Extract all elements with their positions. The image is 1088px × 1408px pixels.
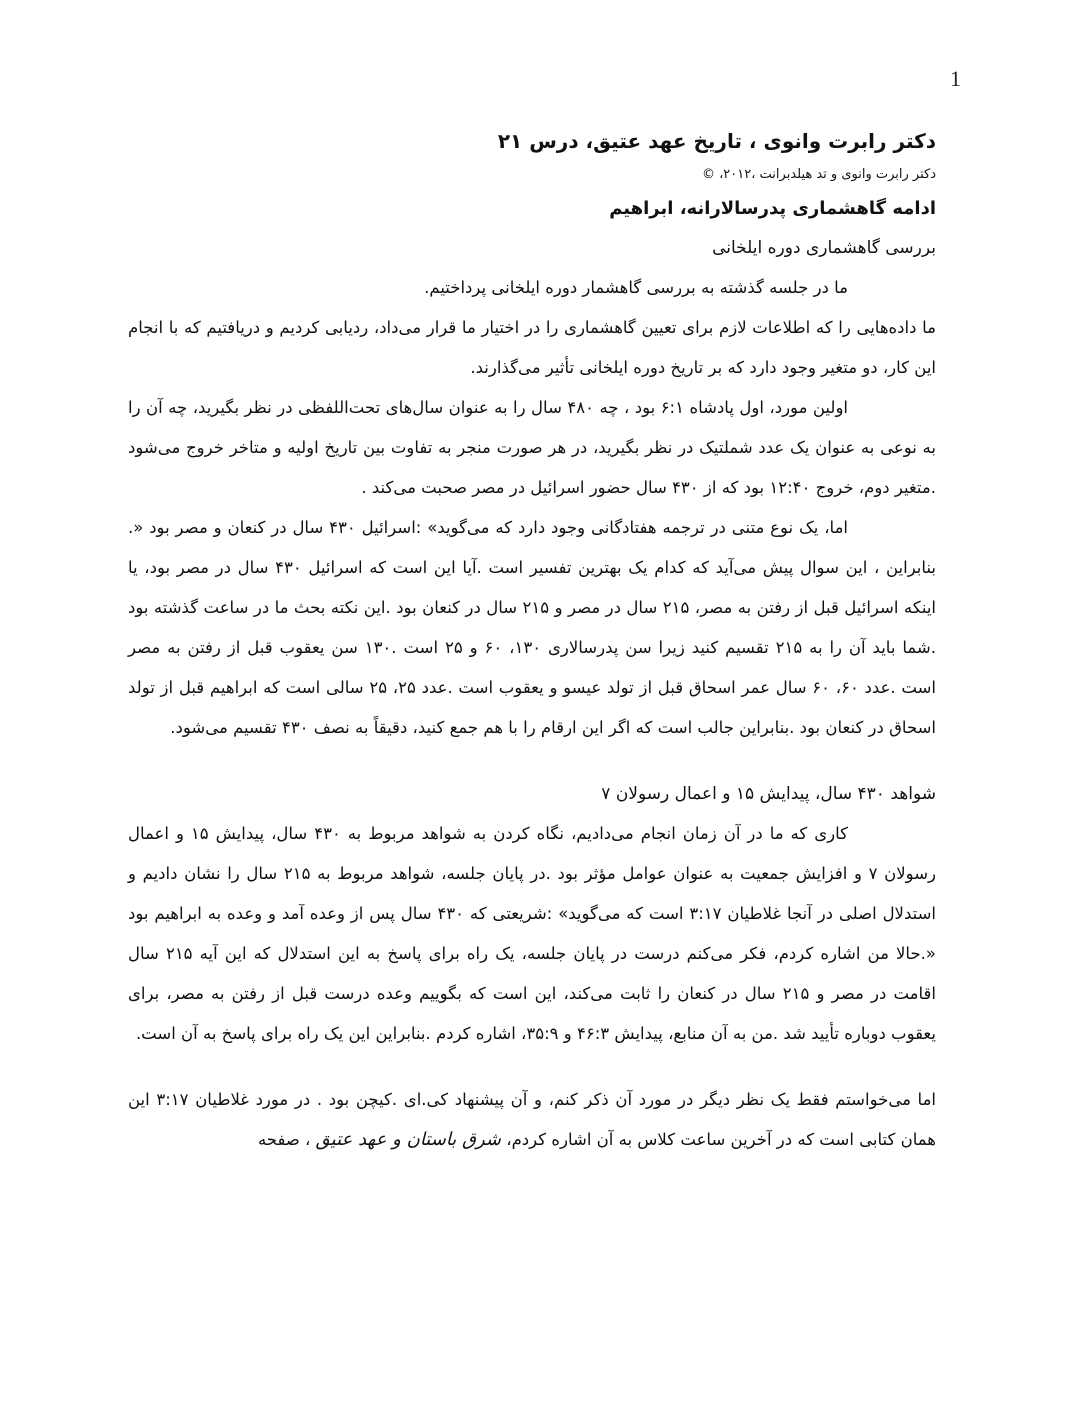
section-heading-chronology: بررسی گاهشماری دوره ایلخانی <box>712 238 936 258</box>
paragraph-text: اما می‌خواستم فقط یک نظر دیگر در مورد آن ذکر کنم، و آن پیشنهاد کی.ای .کیچن بود . در مورد غلاطیان ۳:۱۷ این همان کتابی است که در آخرین ساعت کلاس به آن اشاره کردم، <box>128 1090 936 1149</box>
copyright-line: دکتر رابرت وانوی و تد هیلدبرانت ،۲۰۱۲، © <box>701 167 936 182</box>
spacer <box>128 748 936 774</box>
paragraph: کاری که ما در آن زمان انجام می‌دادیم، نگاه کردن به شواهد مربوط به ۴۳۰ سال، پیدایش ۱۵ و اعمال رسولان ۷ و افزایش جمعیت به عنوان عوامل مؤثر بود .در پایان جلسه، شواهد مربوط به ۲۱۵ سال را نشان دادیم و استدلال اصلی در آنجا غلاطیان ۳:۱۷ است که می‌گوید» :شریعتی که ۴۳۰ سال پس از وعده آمد و وعده به ابراهیم بود «.حالا من اشاره کردم، فکر می‌کنم درست در پایان جلسه، یک راه برای پاسخ به این استدلال که این آیه ۲۱۵ سال اقامت در مصر و ۲۱۵ سال در کنعان را ثابت می‌کند، این است که بگوییم وعده درست قبل از رفتن به مصر، برای یعقوب دوباره تأیید شد .من به آن منابع، پیدایش ۴۶:۳ و ۳۵:۹، اشاره کردم .بنابراین این یک راه برای پاسخ به آن است. <box>128 824 937 1043</box>
book-title: شرق باستان و عهد عتیق <box>315 1129 502 1150</box>
document-body <box>128 122 936 1160</box>
lecture-title: دکتر رابرت وانوی ، تاریخ عهد عتیق، درس ۲۱ <box>497 129 936 153</box>
page-number: 1 <box>950 66 961 91</box>
paragraph-kitchen <box>128 1080 936 1160</box>
paragraph: اما، یک نوع متنی در ترجمه هفتادگانی وجود دارد که می‌گوید» :اسرائیل ۴۳۰ سال در کنعان و مصر بود «. بنابراین ، این سوال پیش می‌آید که کدام یک بهترین تفسیر است .آیا این است که اسرائیل ۴۳۰ سال در مصر بود، یا اینکه اسرائیل قبل از رفتن به مصر، ۲۱۵ سال در مصر و ۲۱۵ سال در کنعان بود .این نکته بحث ما در ساعت گذشته بود .شما باید آن را به ۲۱۵ تقسیم کنید زیرا سن پدرسالاری ۱۳۰، ۶۰ و ۲۵ است .۱۳۰ سن یعقوب قبل از رفتن به مصر است .عدد ۶۰، ۶۰ سال عمر اسحاق قبل از تولد عیسو و یعقوب است .عدد ۲۵، ۲۵ سالی است که ابراهیم قبل از تولد اسحاق در کنعان بود .بنابراین جالب است که اگر این ارقام را با هم جمع کنید، دقیقاً به نصف ۴۳۰ تقسیم می‌شود. <box>128 518 937 737</box>
paragraph: اولین مورد، اول پادشاه ۶:۱ بود ، چه ۴۸۰ سال را به عنوان سال‌های تحت‌اللفظی در نظر بگیرید، چه آن را به نوعی به عنوان یک عدد شملتیک در نظر بگیرید، در هر صورت منجر به تفاوت بین تاریخ اولیه و متاخر خروج می‌شود .متغیر دوم، خروج ۱۲:۴۰ بود که از ۴۳۰ سال حضور اسرائیل در مصر صحبت می‌کند . <box>128 398 936 497</box>
paragraph: ما در جلسه گذشته به بررسی گاهشمار دوره ایلخانی پرداختیم. <box>424 278 848 297</box>
section-heading-evidence: شواهد ۴۳۰ سال، پیدایش ۱۵ و اعمال رسولان ۷ <box>601 784 936 804</box>
lecture-subtitle: ادامه گاهشماری پدرسالارانه، ابراهیم <box>609 198 936 219</box>
paragraph-text: ، صفحه <box>257 1130 311 1149</box>
spacer <box>128 1054 936 1080</box>
paragraph: ما داده‌هایی را که اطلاعات لازم برای تعیین گاهشماری را در اختیار ما قرار می‌داد، ردیابی کردیم و دریافتیم که با انجام این کار، دو متغیر وجود دارد که بر تاریخ دوره ایلخانی تأثیر می‌گذارند. <box>128 318 936 377</box>
